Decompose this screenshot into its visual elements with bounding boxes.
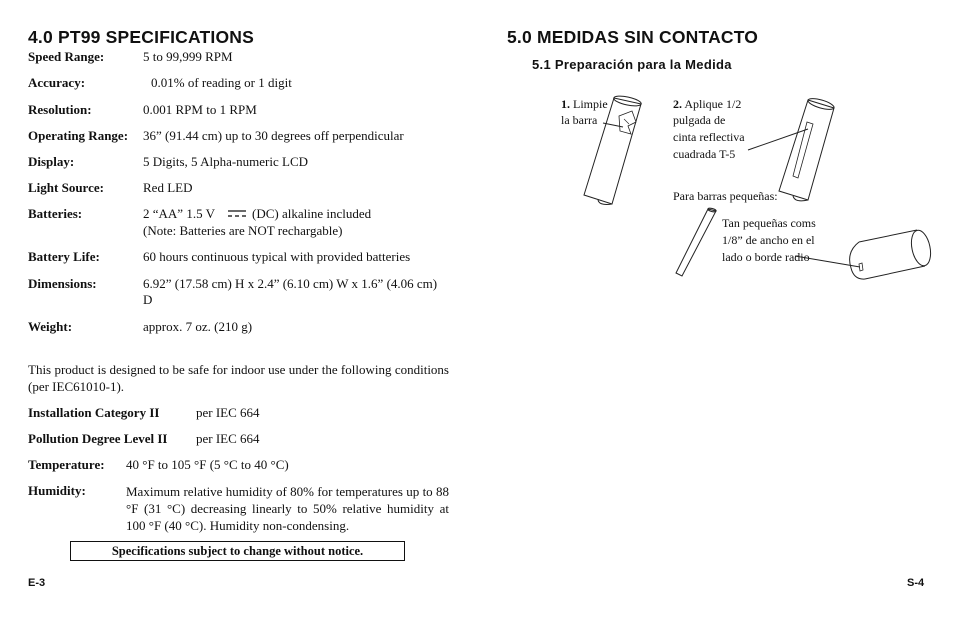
spec-value-dimensions: 6.92” (17.58 cm) H x 2.4” (6.10 cm) W x 1.6” (4.06 cm) (143, 276, 438, 291)
step1-caption-line2: la barra (561, 113, 598, 127)
spec-value-display: 5 Digits, 5 Alpha-numeric LCD (143, 154, 309, 169)
small-note-line3: lado o borde radio (722, 250, 810, 264)
leader-step2 (748, 129, 808, 150)
spec-value-batteries-b: (DC) alkaline included (252, 206, 372, 221)
spec-label-batteries: Batteries: (28, 206, 83, 221)
spec-label-dimensions: Dimensions: (28, 276, 97, 291)
condition-value-humidity: Maximum relative humidity of 80% for temperatures up to 88 °F (31 °C) decreasing linearly to 50% relative humidity at 100 °F (40 °C). Humidity non-condensing. (126, 484, 449, 533)
condition-value-installation: per IEC 664 (196, 405, 260, 420)
condition-label-humidity: Humidity: (28, 483, 86, 498)
condition-label-pollution: Pollution Degree Level II (28, 431, 168, 446)
spec-label-display: Display: (28, 154, 75, 169)
spec-label-resolution: Resolution: (28, 102, 92, 117)
spec-value-resolution: 0.001 RPM to 1 RPM (143, 102, 257, 117)
safety-paragraph: This product is designed to be safe for indoor use under the following conditions (per IEC61010-1). (28, 362, 449, 394)
spec-label-speed-range: Speed Range: (28, 49, 105, 64)
small-note-line2: 1/8” de ancho en el (722, 233, 815, 247)
left-heading: 4.0 PT99 SPECIFICATIONS (28, 27, 254, 47)
cylinder-illustration (850, 229, 934, 280)
condition-value-pollution: per IEC 664 (196, 431, 260, 446)
spec-value-accuracy: 0.01% of reading or 1 digit (151, 75, 292, 90)
small-note-line1: Tan pequeñas coms (722, 216, 816, 230)
spec-label-operating-range: Operating Range: (28, 128, 129, 143)
step2-caption-line2: pulgada de (673, 113, 726, 127)
right-heading: 5.0 MEDIDAS SIN CONTACTO (507, 27, 759, 47)
spec-label-weight: Weight: (28, 319, 73, 334)
spec-value-batteries-a: 2 “AA” 1.5 V (143, 206, 215, 221)
small-bars-label: Para barras pequeñas: (673, 189, 778, 203)
condition-label-installation: Installation Category II (28, 405, 160, 420)
condition-value-temperature: 40 °F to 105 °F (5 °C to 40 °C) (126, 457, 289, 472)
leader-cylinder (795, 256, 860, 267)
spec-value-speed-range: 5 to 99,999 RPM (143, 49, 233, 64)
bar-tape-illustration (779, 96, 835, 200)
step2-caption-line3: cinta reflectiva (673, 130, 745, 144)
bar-clean-illustration (584, 94, 642, 204)
spec-label-light-source: Light Source: (28, 180, 104, 195)
spec-value-dimensions-cont: D (143, 292, 153, 307)
spec-value-light-source: Red LED (143, 180, 193, 195)
condition-label-temperature: Temperature: (28, 457, 105, 472)
spec-label-accuracy: Accuracy: (28, 75, 86, 90)
step1-caption-line1: 1. Limpie (561, 97, 608, 111)
step2-caption-line4: cuadrada T-5 (673, 147, 736, 161)
page-number-left: E-3 (28, 577, 46, 589)
spec-value-batteries-note: (Note: Batteries are NOT rechargable) (143, 223, 343, 238)
spec-value-operating-range: 36” (91.44 cm) up to 30 degrees off perpendicular (143, 128, 404, 143)
page-number-right: S-4 (907, 577, 925, 589)
spec-value-battery-life: 60 hours continuous typical with provided batteries (143, 249, 411, 264)
spec-value-weight: approx. 7 oz. (210 g) (143, 319, 253, 334)
step2-caption-line1: 2. Aplique 1/2 (673, 97, 742, 111)
notice-box: Specifications subject to change without notice. (70, 541, 405, 561)
spec-label-battery-life: Battery Life: (28, 249, 100, 264)
right-subheading: 5.1 Preparación para la Medida (532, 57, 732, 72)
thin-rod-illustration (676, 208, 716, 276)
